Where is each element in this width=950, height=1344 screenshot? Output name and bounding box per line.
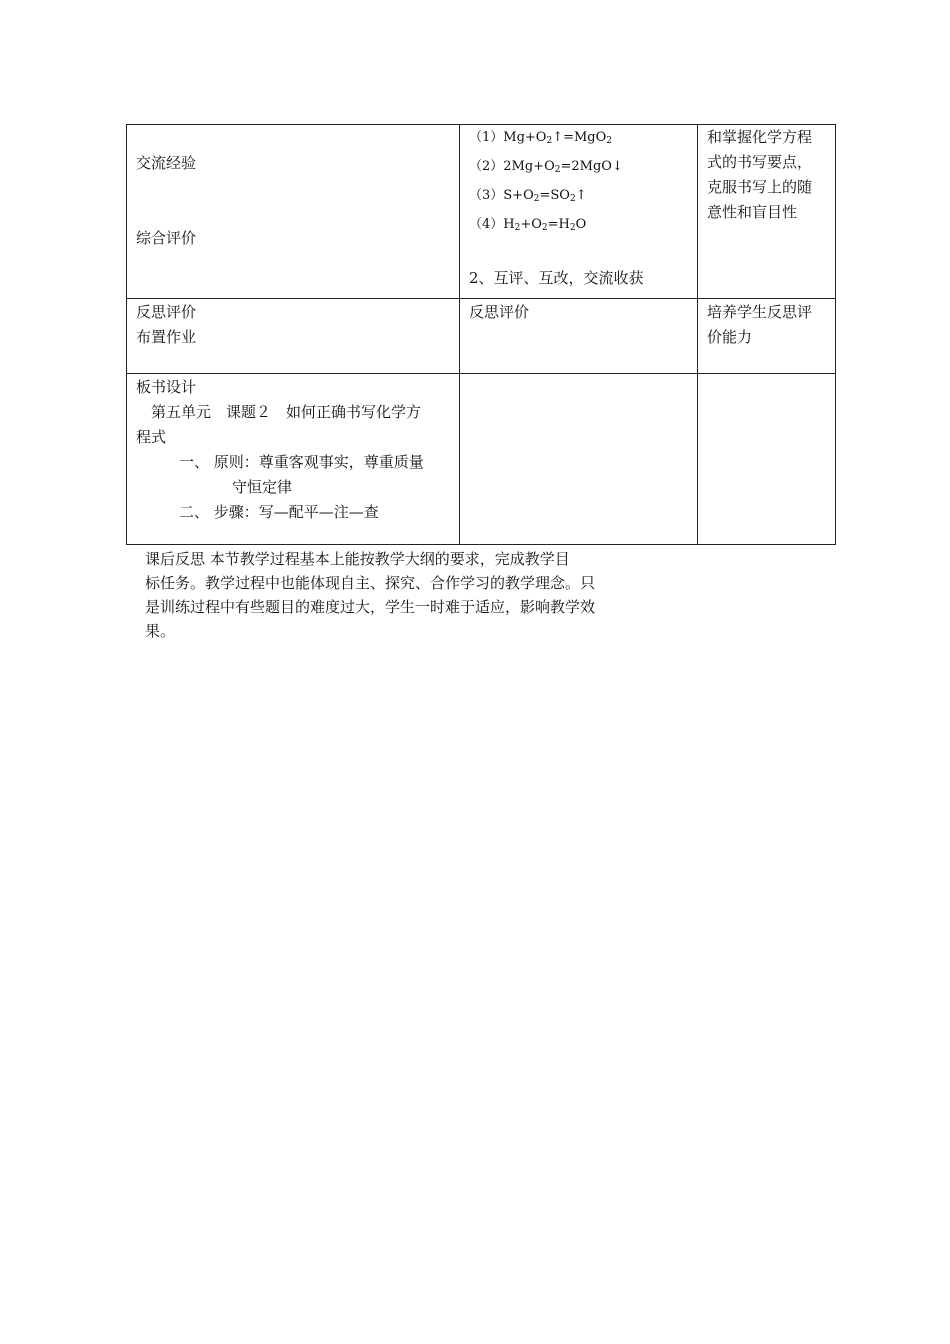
equation-2: $(2)2Mg+O_2=2MgO↓$ bbox=[469, 159, 623, 175]
board-item-steps: 二、 步骤：写—配平—注—查 bbox=[179, 503, 379, 521]
stage-label-reflection: 反思评价 bbox=[136, 303, 197, 321]
intent-line: 克服书写上的随 bbox=[707, 178, 813, 196]
stage-label-evaluation: 综合评价 bbox=[136, 229, 197, 247]
intent-line: 价能力 bbox=[707, 328, 753, 346]
stage-label-homework: 布置作业 bbox=[136, 328, 197, 346]
activity-cell bbox=[460, 299, 698, 374]
board-design-cell bbox=[127, 374, 460, 545]
activity-cell bbox=[460, 125, 698, 299]
lesson-plan-table bbox=[126, 124, 836, 545]
reflection-line: 果。 bbox=[145, 622, 176, 640]
reflection-line: 课后反思 本节教学过程基本上能按教学大纲的要求，完成教学目 bbox=[145, 550, 570, 568]
board-heading-cont: 程式 bbox=[136, 428, 167, 446]
table-row bbox=[127, 374, 836, 545]
intent-line: 和掌握化学方程 bbox=[707, 128, 813, 146]
equation-3: $(3)S+O_2=SO_2↑$ bbox=[469, 188, 587, 204]
equation-1: $(1)Mg+O_2↑=MgO_2$ bbox=[469, 130, 613, 146]
board-heading: 第五单元 课题２ 如何正确书写化学方 bbox=[151, 403, 422, 421]
intent-cell bbox=[698, 125, 836, 299]
stage-cell bbox=[127, 299, 460, 374]
reflection-line: 是训练过程中有些题目的难度过大，学生一时难于适应，影响教学效 bbox=[145, 598, 596, 616]
intent-line: 意性和盲目性 bbox=[707, 203, 798, 221]
board-item-principle: 一、 原则：尊重客观事实，尊重质量 bbox=[179, 453, 424, 471]
after-class-reflection bbox=[145, 547, 665, 643]
board-item-principle-cont: 守恒定律 bbox=[232, 478, 293, 496]
table-row bbox=[127, 125, 836, 299]
activity-reflection: 反思评价 bbox=[469, 303, 530, 321]
stage-cell bbox=[127, 125, 460, 299]
activity-step2: 2、互评、互改，交流收获 bbox=[469, 269, 644, 287]
board-design-title: 板书设计 bbox=[136, 378, 197, 396]
table-row bbox=[127, 299, 836, 374]
reflection-line: 标任务。教学过程中也能体现自主、探究、合作学习的教学理念。只 bbox=[145, 574, 596, 592]
intent-cell bbox=[698, 299, 836, 374]
empty-cell bbox=[460, 374, 698, 545]
intent-line: 式的书写要点， bbox=[707, 153, 813, 171]
equation-4: $(4)H_2+O_2=H_2O$ bbox=[469, 217, 587, 233]
stage-label-exchange: 交流经验 bbox=[136, 154, 197, 172]
intent-line: 培养学生反思评 bbox=[707, 303, 813, 321]
empty-cell bbox=[698, 374, 836, 545]
